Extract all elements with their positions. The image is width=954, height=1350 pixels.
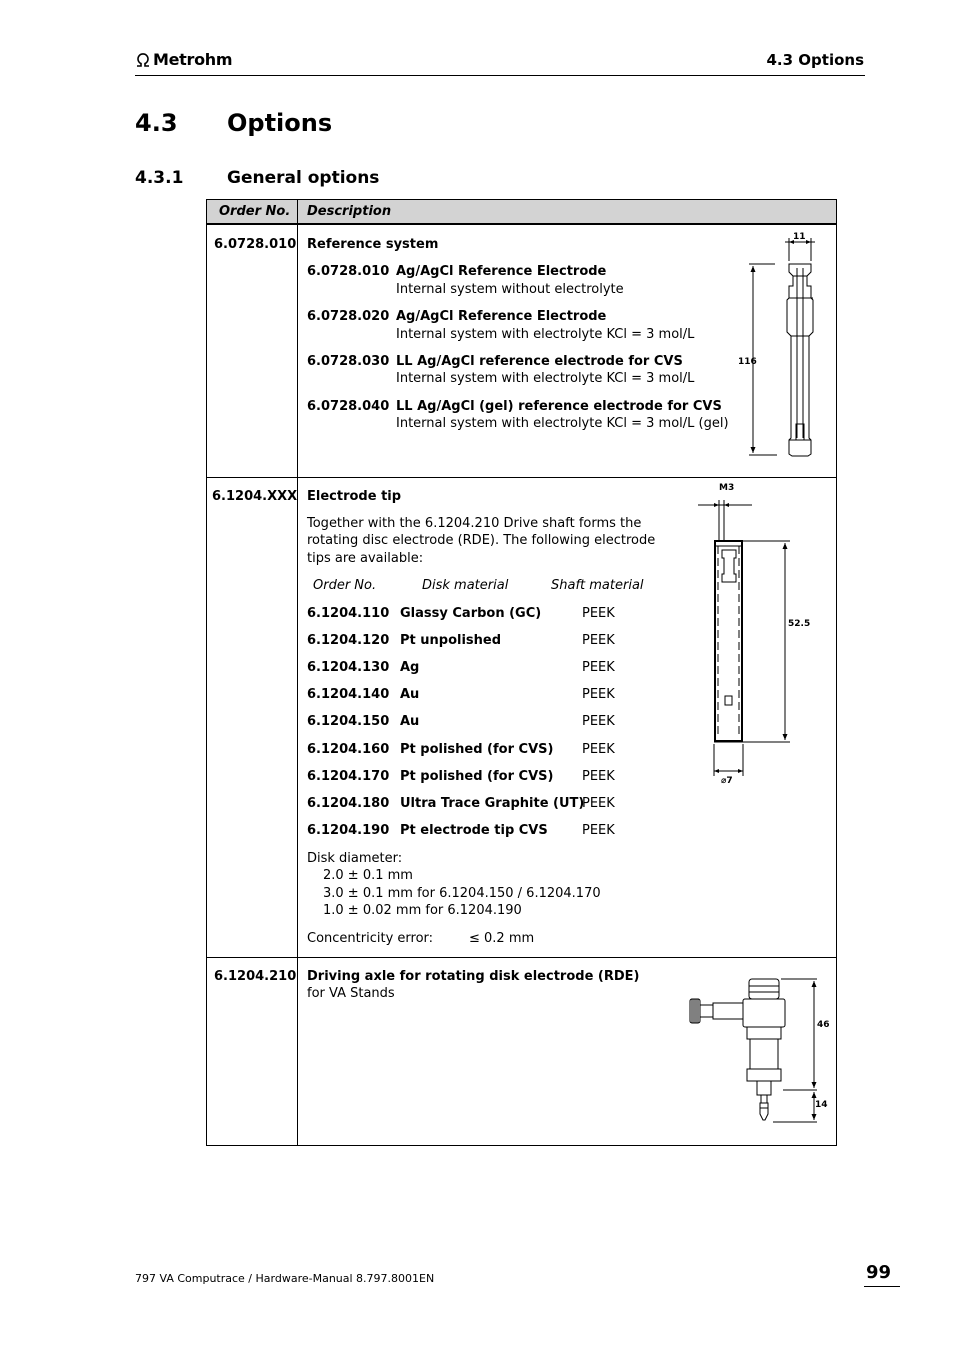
tip-disk: Glassy Carbon (GC) [400,606,542,621]
dimension-label: 116 [738,357,757,367]
tip-order-no: 6.1204.190 [307,823,390,838]
item-desc: Internal system without electrolyte [396,282,624,297]
diameter-line: 2.0 ± 0.1 mm [323,868,413,883]
tip-shaft: PEEK [582,660,615,675]
tip-order-no: 6.1204.140 [307,687,390,702]
tip-disk: Ag [400,660,420,675]
item-name: LL Ag/AgCl reference electrode for CVS [396,354,683,369]
item-name: Ag/AgCl Reference Electrode [396,309,607,324]
tip-disk: Pt polished (for CVS) [400,742,554,757]
item-desc: Internal system with electrolyte KCl = 3 mol/L [396,327,695,342]
driving-axle-drawing [683,972,817,1130]
item-desc: Internal system with electrolyte KCl = 3 mol/L (gel) [396,416,729,431]
dimension-label: M3 [719,483,735,493]
row-divider [207,477,836,478]
tip-order-no: 6.1204.150 [307,714,390,729]
tip-disk: Pt unpolished [400,633,502,648]
dimension-label: 46 [817,1020,830,1030]
item-name: Ag/AgCl Reference Electrode [396,264,607,279]
reference-electrode-drawing [737,228,837,460]
sub-col-shaft: Shaft material [551,578,644,593]
dimension-label: ⌀7 [721,776,733,786]
dimension-label: 14 [815,1100,828,1110]
tip-order-no: 6.1204.180 [307,796,390,811]
row-title: Reference system [307,237,439,252]
tip-shaft: PEEK [582,633,615,648]
sub-col-disk: Disk material [422,578,509,593]
tip-shaft: PEEK [582,742,615,757]
subheading-title: General options [227,168,380,188]
item-order-no: 6.0728.020 [307,309,390,324]
tip-disk: Au [400,687,420,702]
tip-shaft: PEEK [582,687,615,702]
dimension-label: 11 [793,232,806,242]
tip-order-no: 6.1204.160 [307,742,390,757]
item-order-no: 6.0728.030 [307,354,390,369]
page-number: 99 [866,1262,892,1283]
subheading-number: 4.3.1 [135,168,184,188]
tip-order-no: 6.1204.130 [307,660,390,675]
concentricity-label: Concentricity error: [307,931,434,946]
tip-order-no: 6.1204.120 [307,633,390,648]
tip-shaft: PEEK [582,769,615,784]
tip-disk: Au [400,714,420,729]
brand-name: Metrohm [153,50,233,69]
tip-order-no: 6.1204.170 [307,769,390,784]
tip-order-no: 6.1204.110 [307,606,390,621]
heading-number: 4.3 [135,109,178,137]
diameter-line: 3.0 ± 0.1 mm for 6.1204.150 / 6.1204.170 [323,886,601,901]
sub-col-order: Order No. [313,578,377,593]
diameter-line: 1.0 ± 0.02 mm for 6.1204.190 [323,903,522,918]
intro-line: tips are available: [307,551,424,566]
intro-line: rotating disc electrode (RDE). The following electrode [307,533,656,548]
row-divider [207,957,836,958]
header-rule [135,75,865,76]
tip-shaft: PEEK [582,796,615,811]
electrode-tip-drawing [692,484,802,784]
item-name: LL Ag/AgCl (gel) reference electrode for CVS [396,399,722,414]
page-number-rule [864,1286,900,1287]
item-desc: Internal system with electrolyte KCl = 3 mol/L [396,371,695,386]
table-header [207,200,836,225]
item-order-no: 6.0728.040 [307,399,390,414]
row-title: Driving axle for rotating disk electrode (RDE) [307,969,640,984]
omega-icon [135,52,151,67]
row-title: Electrode tip [307,489,402,504]
tip-disk: Pt electrode tip CVS [400,823,548,838]
row-order-no: 6.0728.010 [214,237,297,252]
dimension-label: 52.5 [788,619,811,629]
intro-line: Together with the 6.1204.210 Drive shaft forms the [307,516,642,531]
tip-shaft: PEEK [582,606,615,621]
col-description: Description [307,204,392,219]
row-order-no: 6.1204.210 [214,969,297,984]
options-table [206,199,837,1146]
col-order-no: Order No. [219,204,291,219]
page-title: Options [227,109,333,137]
column-divider [297,200,298,1145]
running-header-section: 4.3 Options [766,51,864,69]
footer-manual-title: 797 VA Computrace / Hardware-Manual 8.797.8001EN [135,1272,435,1285]
concentricity-value: ≤ 0.2 mm [469,931,535,946]
row-order-no: 6.1204.XXX [212,489,298,504]
tip-shaft: PEEK [582,714,615,729]
tip-disk: Ultra Trace Graphite (UT) [400,796,585,811]
diameter-label: Disk diameter: [307,851,403,866]
tip-disk: Pt polished (for CVS) [400,769,554,784]
metrohm-logo [135,50,232,69]
row-desc: for VA Stands [307,986,395,1001]
item-order-no: 6.0728.010 [307,264,390,279]
tip-shaft: PEEK [582,823,615,838]
